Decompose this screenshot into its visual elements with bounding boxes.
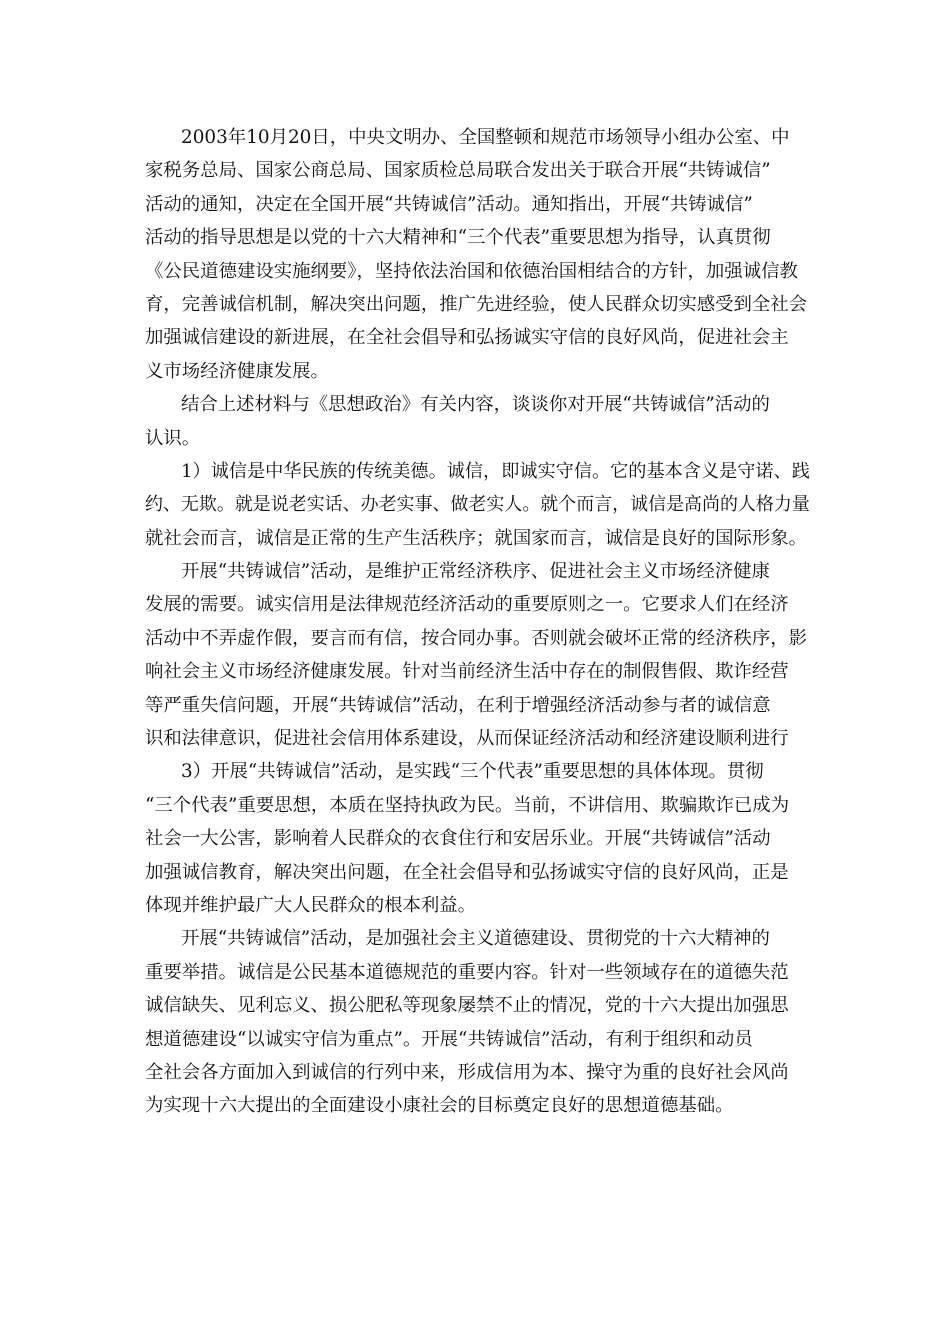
text-line: 发展的需要。诚实信用是法律规范经济活动的重要原则之一。它要求人们在经济 — [145, 594, 789, 616]
text-line: 响社会主义市场经济健康发展。针对当前经济生活中存在的制假售假、欺诈经营 — [145, 661, 789, 683]
text-line: 等严重失信问题，开展“共铸诚信”活动，在利于增强经济活动参与者的诚信意 — [145, 694, 771, 716]
text-line: 活动的通知，决定在全国开展“共铸诚信”活动。通知指出，开展“共铸诚信” — [145, 193, 753, 215]
text-line: 想道德建设“以诚实守信为重点”。开展“共铸诚信”活动，有利于组织和动员 — [145, 1028, 753, 1050]
text-line: 识和法律意识，促进社会信用体系建设，从而保证经济活动和经济建设顺利进行 — [145, 728, 789, 750]
text-line: 诚信缺失、见利忘义、损公肥私等现象屡禁不止的情况，党的十六大提出加强思 — [145, 995, 789, 1017]
text-line: 育，完善诚信机制，解决突出问题，推广先进经验，使人民群众切实感受到全社会 — [145, 293, 808, 315]
text-line: 2003年10月20日，中央文明办、全国整顿和规范市场领导小组办公室、中 — [181, 127, 790, 148]
text-line: 认识。 — [145, 427, 201, 449]
text-line: 开展“共铸诚信”活动，是维护正常经济秩序、促进社会主义市场经济健康 — [181, 561, 770, 583]
text-line: 社会一大公害，影响着人民群众的衣食住行和安居乐业。开展“共铸诚信”活动 — [145, 828, 771, 850]
text-line: 加强诚信建设的新进展，在全社会倡导和弘扬诚实守信的良好风尚，促进社会主 — [145, 327, 789, 349]
text-line: “三个代表”重要思想，本质在坚持执政为民。当前，不讲信用、欺骗欺诈已成为 — [145, 794, 790, 816]
text-line: 3）开展“共铸诚信”活动，是实践“三个代表”重要思想的具体体现。贯彻 — [181, 761, 764, 783]
text-line: 活动中不弄虚作假，要言而有信，按合同办事。否则就会破坏正常的经济秩序，影 — [145, 627, 808, 649]
text-line: 《公民道德建设实施纲要》，坚持依法治国和依德治国相结合的方针，加强诚信教 — [145, 260, 798, 282]
text-line: 1）诚信是中华民族的传统美德。诚信，即诚实守信。它的基本含义是守诺、践 — [181, 460, 810, 482]
document-body — [145, 121, 810, 1123]
text-line: 义市场经济健康发展。 — [145, 360, 329, 382]
text-line: 加强诚信教育，解决突出问题，在全社会倡导和弘扬诚实守信的良好风尚，正是 — [145, 861, 789, 883]
text-line: 就社会而言，诚信是正常的生产生活秩序；就国家而言，诚信是良好的国际形象。 — [145, 527, 808, 549]
text-line: 开展“共铸诚信”活动，是加强社会主义道德建设、贯彻党的十六大精神的 — [181, 928, 770, 950]
text-line: 为实现十六大提出的全面建设小康社会的目标奠定良好的思想道德基础。 — [145, 1095, 734, 1117]
text-line: 体现并维护最广大人民群众的根本利益。 — [145, 894, 477, 916]
text-line: 活动的指导思想是以党的十六大精神和“三个代表”重要思想为指导，认真贯彻 — [145, 227, 771, 249]
text-line: 家税务总局、国家公商总局、国家质检总局联合发出关于联合开展“共铸诚信” — [145, 160, 771, 182]
text-line: 全社会各方面加入到诚信的行列中来，形成信用为本、操守为重的良好社会风尚 — [145, 1061, 789, 1083]
text-line: 约、无欺。就是说老实话、办老实事、做老实人。就个而言，诚信是高尚的人格力量 — [145, 494, 810, 516]
text-line: 结合上述材料与《思想政治》有关内容，谈谈你对开展“共铸诚信”活动的 — [181, 394, 770, 416]
text-line: 重要举措。诚信是公民基本道德规范的重要内容。针对一些领域存在的道德失范 — [145, 961, 789, 983]
